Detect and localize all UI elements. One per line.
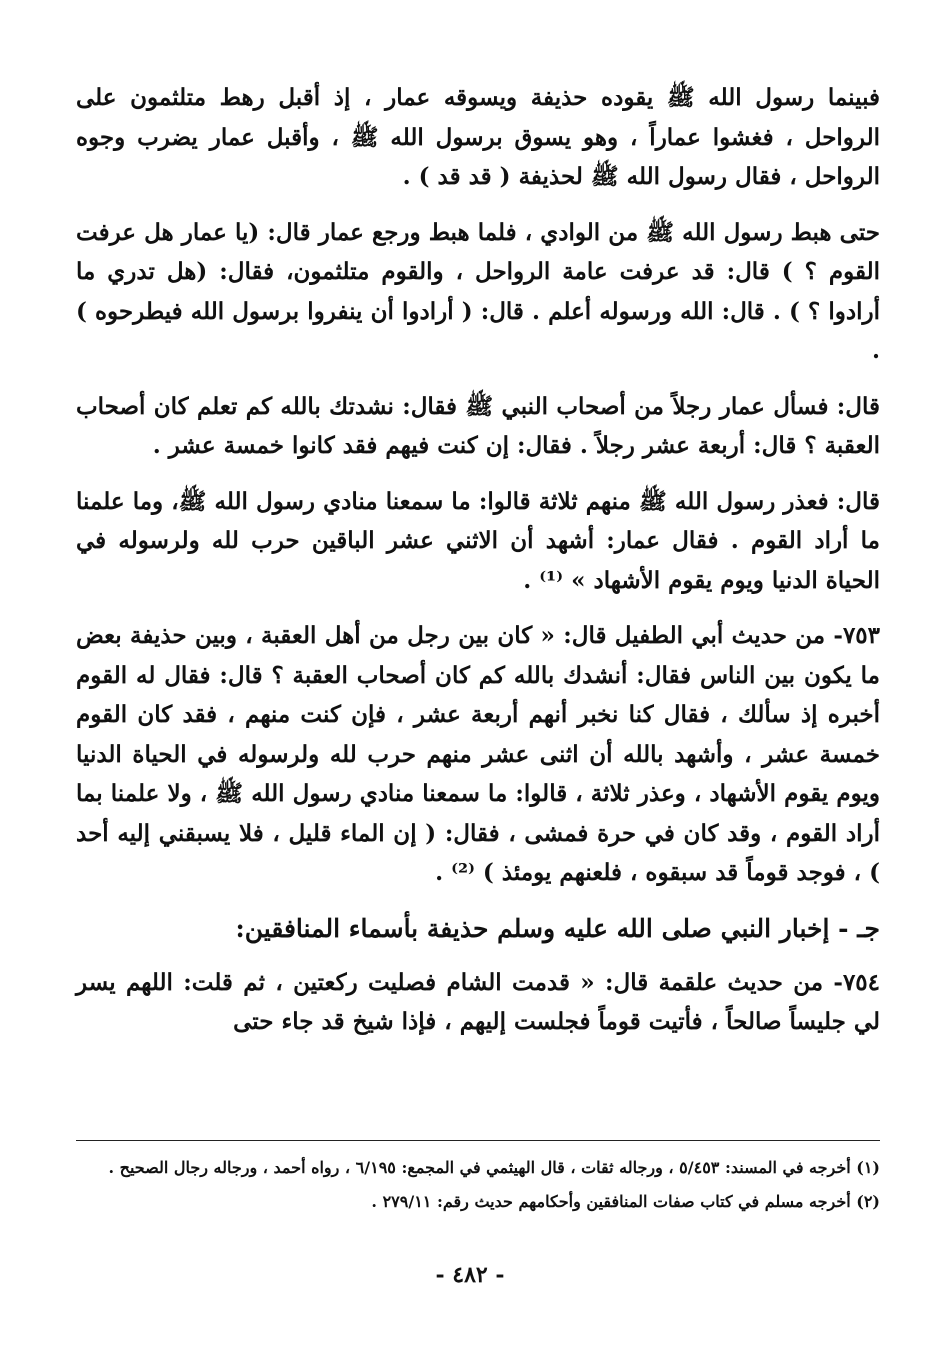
paragraph-4: قال: فعذر رسول الله ﷺ منهم ثلاثة قالوا: ما سمعنا منادي رسول الله ﷺ، وما علمنا ما أراد القوم . فقال عمار: أشهد أن الاثني عشر الباقين حرب لله ولرسوله في الحياة الدنيا ويوم يقوم الأشهاد » ⁽¹⁾ . <box>76 487 880 594</box>
paragraph-3: قال: فسأل عمار رجلاً من أصحاب النبي ﷺ فقال: نشدتك بالله كم تعلم كان أصحاب العقبة ؟ قال: أربعة عشر رجلاً . فقال: إن كنت فيهم فقد كانوا خمسة عشر . <box>76 392 880 459</box>
page-number: - ٤٨٢ - <box>435 1262 505 1288</box>
paragraph-1: فبينما رسول الله ﷺ يقوده حذيفة ويسوقه عمار ، إذ أقبل رهط متلثمون على الرواحل ، فغشوا عماراً ، وهو يسوق برسول الله ﷺ ، وأقبل عمار يضرب وجوه الرواحل ، فقال رسول الله ﷺ لحذيفة ( قد قد ) . <box>76 84 880 190</box>
paragraph-hadith-753: ٧٥٣- من حديث أبي الطفيل قال: « كان بين رجل من أهل العقبة ، وبين حذيفة بعض ما يكون بين الناس فقال: أنشدك بالله كم كان أصحاب العقبة ؟ قال: فقال له القوم أخبره إذ سألك ، فقال كنا نخبر أنهم أربعة عشر ، فإن كنت منهم ، فقد كان القوم خمسة عشر ، وأشهد بالله أن اثنى عشر منهم حرب لله ولرسوله في الحياة الدنيا ويوم يقوم الأشهاد ، وعذر ثلاثة ، قالوا: ما سمعنا منادي رسول الله ﷺ ، ولا علمنا بما أراد القوم ، وقد كان في حرة فمشى ، فقال: ( إن الماء قليل ، فلا يسبقني إليه أحد ) ، فوجد قوماً قد سبقوه ، فلعنهم يومئذ ) ⁽²⁾ . <box>76 622 880 886</box>
section-heading: جـ - إخبار النبي صلى الله عليه وسلم حذيفة بأسماء المنافقين: <box>235 913 880 943</box>
footnote-1: (١) أخرجه في المسند: ٥/٤٥٣ ، ورجاله ثقات ، قال الهيثمي في المجمع: ٦/١٩٥ ، رواه أحمد ، ورجاله رجال الصحيح . <box>108 1158 880 1177</box>
paragraph-2: حتى هبط رسول الله ﷺ من الوادي ، فلما هبط ورجع عمار قال: (يا عمار هل عرفت القوم ؟ ) قال: قد عرفت عامة الرواحل ، والقوم متلثمون، فقال: (هل تدري ما أرادوا ؟ ) . قال: الله ورسوله أعلم . قال: ( أرادوا أن ينفروا برسول الله فيطرحوه ) . <box>76 218 880 364</box>
paragraph-hadith-754: ٧٥٤- من حديث علقمة قال: « قدمت الشام فصليت ركعتين ، ثم قلت: اللهم يسر لي جليساً صالحاً ، فأتيت قوماً فجلست إليهم ، فإذا شيخ قد جاء حتى <box>76 968 880 1035</box>
footnotes <box>76 1140 880 1223</box>
main-text <box>76 78 880 1058</box>
footnote-2: (٢) أخرجه مسلم في كتاب صفات المنافقين وأحكامهم حديث رقم: ٢٧٩/١١ . <box>371 1192 880 1211</box>
